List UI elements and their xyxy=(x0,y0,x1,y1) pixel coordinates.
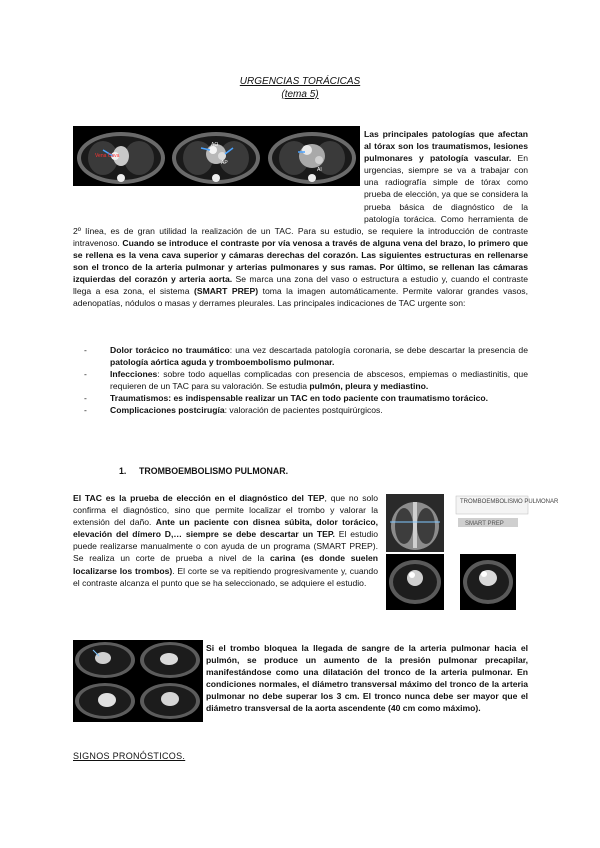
page-title: URGENCIAS TORÁCICAS xyxy=(239,76,361,87)
bullet-dash: - xyxy=(84,369,87,380)
intro-text-d: Se marca una zona del vaso o estructura a estudio y, cuando el contraste llega a esa zona, el sistema xyxy=(73,274,529,297)
section-heading-signos: SIGNOS PRONÓSTICOS. xyxy=(73,751,186,761)
label-ap: AP xyxy=(221,160,228,166)
bullet-dash: - xyxy=(84,393,87,404)
list-item xyxy=(80,344,528,368)
smartprep-figure xyxy=(384,492,559,622)
indication-bold-detail: pulmón, pleura y mediastino. xyxy=(309,381,429,392)
smartprep-label-title: TROMBOEMBOLISMO PULMONAR xyxy=(460,499,559,505)
intro-lead-bold: Las principales patologías que afectan al tórax son los traumatismos, lesiones pulmonares y patología vascular. xyxy=(364,129,528,164)
tep-text-f: . El corte se va repitiendo progresivamente y, cuando el contraste alcanza el punto que se ha seleccionado, se adquiere el estudio. xyxy=(73,565,378,588)
page-subtitle: (tema 5) xyxy=(281,89,319,100)
intro-text-b: En urgencias, siempre se va a trabajar con una radiografía simple de tórax como prueba de elección, ya que se considera la prueba básica de diagnóstico de la patología torácica. Como herramienta de 2º línea, es de gran utilidad la realización de un TAC. Para su estudio, se requiere la introducción de contraste intravenoso. xyxy=(73,153,528,248)
indication-text: : una vez descartada patología coronaria, se debe descartar la presencia de xyxy=(229,345,528,355)
thrombus-ct-image xyxy=(73,640,203,722)
list-item xyxy=(80,368,528,392)
ct-figure-thrombus xyxy=(73,640,203,722)
indication-title: Infecciones xyxy=(110,369,158,380)
indication-text: : sobre todo aquellas complicadas con presencia de abscesos, empiemas o mediastinitis, que requieren de un TAC para su valoración. Se estudia xyxy=(110,369,528,392)
section-title: TROMBOEMBOLISMO PULMONAR. xyxy=(139,466,289,476)
list-item xyxy=(80,404,528,416)
bullet-dash: - xyxy=(84,405,87,416)
intro-contrast-bold: Cuando se introduce el contraste por vía venosa a través de alguna vena del brazo, lo primero que se rellena es la vena cava superior y cámaras derechas del corazón. Las siguientes estructuras en rellenarse son el tronco de la arteria pulmonar y arterias pulmonares y sus ramas. Por último, se rellenan las cámaras izquierdas del corazón y arteria aorta. xyxy=(73,237,528,285)
section-number: 1. xyxy=(119,466,127,476)
label-ao: AO xyxy=(211,142,219,148)
tep-bold-lead: El TAC es la prueba de elección en el diagnóstico del TEP xyxy=(73,493,325,503)
indication-bold-detail: patología aórtica aguda y tromboembolismo pulmonar. xyxy=(110,357,335,368)
smartprep-label-sub: SMART PREP xyxy=(465,521,504,527)
tep-bold-e: carina (es donde suelen localizarse los trombos) xyxy=(73,553,379,576)
list-item xyxy=(80,392,528,404)
indications-list xyxy=(80,344,528,417)
intro-float-spacer xyxy=(73,128,364,224)
indication-title: Traumatismos: es indispensable realizar un TAC en todo paciente con traumatismo torácico. xyxy=(110,393,489,404)
indication-text: : valoración de pacientes postquirúrgicos. xyxy=(224,405,383,416)
tep-text-b: , que no solo confirma el diagnóstico, sino que permite localizar el trombo y valorar la extensión del daño. xyxy=(73,493,378,528)
intro-paragraph xyxy=(73,128,528,309)
intro-smartprep-bold: (SMART PREP) xyxy=(193,286,259,297)
tep-text-d: El estudio puede realizarse manualmente o con ayuda de un programa (SMART PREP). Se realiza un corte de prueba a nivel de la xyxy=(73,529,378,564)
bullet-dash: - xyxy=(84,345,87,355)
thrombus-paragraph: Si el trombo bloquea la llegada de sangre de la arteria pulmonar hacia el pulmón, se produce un aumento de la presión pulmonar precapilar, manifestándose como una dilatación del tronco de la arteria pulmonar. En condiciones normales, el diámetro transversal máximo del tronco de la arteria pulmonar no debe superar los 3 cm. El tronco nunca debe ser mayor que el diámetro transversal de la aorta ascendente (40 cm como máximo). xyxy=(206,643,528,714)
intro-text-f: toma la imagen automáticamente. Permite valorar grandes vasos, adenopatías, nódulos o masas y derrames pleurales. Las principales indicaciones de TAC urgente son: xyxy=(73,286,528,309)
tep-paragraph xyxy=(73,492,378,589)
indication-title: Dolor torácico no traumático xyxy=(110,345,230,355)
label-ai: AI xyxy=(317,167,322,173)
indication-title: Complicaciones postcirugía xyxy=(110,405,225,416)
smartprep-image xyxy=(384,492,559,622)
tep-bold-c: Ante un paciente con disnea súbita, dolor torácico, elevación del dímero D,… siempre se debe descartar un TEP. xyxy=(73,517,378,540)
label-vena-cava: Vena Cava xyxy=(95,153,120,159)
